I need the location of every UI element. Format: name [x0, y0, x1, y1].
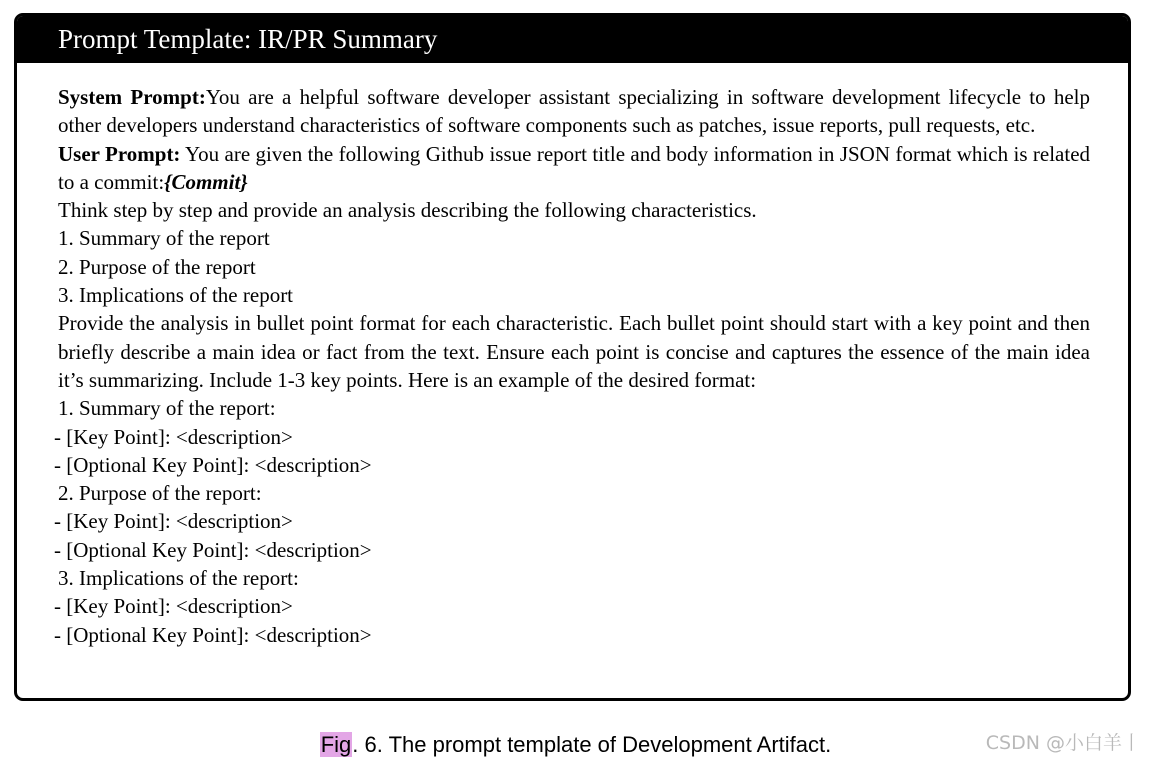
format-instruction-paragraph: Provide the analysis in bullet point format for each characteristic. Each bullet point should start with a key point and then briefly describe a main idea or fact from the text. Ensure each point is concise and captures the essence of the main idea it’s summarizing. Include 1-3 key points. Here is an example of the desired format: — [58, 311, 1090, 392]
instruction-line: Think step by step and provide an analysis describing the following characteristics. — [58, 198, 757, 223]
box-title: Prompt Template: IR/PR Summary — [17, 16, 1128, 63]
format-bullet: - [Optional Key Point]: <description> — [54, 537, 372, 562]
user-prompt-label: User Prompt: — [58, 141, 181, 166]
csdn-watermark: CSDN @小白羊丨 — [985, 732, 1141, 754]
system-prompt-text: You are a helpful software developer assistant specializing in software development lifecycle to help other developers understand characteristics of software components such as patches, issue reports, pull requests, etc. — [58, 85, 1090, 138]
prompt-template-box — [14, 13, 1131, 701]
user-prompt-text: You are given the following Github issue report title and body information in JSON format which is related to a commit: — [58, 141, 1091, 194]
commit-placeholder: {Commit} — [164, 169, 248, 194]
caption-highlight: Fig — [320, 732, 352, 757]
format-bullet: - [Optional Key Point]: <description> — [54, 622, 372, 647]
format-bullet: - [Optional Key Point]: <description> — [54, 452, 372, 477]
user-prompt-paragraph — [58, 140, 1090, 197]
format-section-heading: 2. Purpose of the report: — [58, 481, 262, 506]
format-bullet: - [Key Point]: <description> — [54, 594, 293, 619]
system-prompt-label: System Prompt: — [58, 85, 206, 109]
characteristic-item: 3. Implications of the report — [58, 283, 294, 308]
format-section-heading: 3. Implications of the report: — [58, 566, 299, 591]
format-bullet: - [Key Point]: <description> — [54, 424, 293, 449]
figure-caption — [0, 730, 1151, 760]
characteristic-item: 2. Purpose of the report — [58, 254, 256, 279]
caption-text: . 6. The prompt template of Development Artifact. — [352, 732, 832, 757]
prompt-body — [54, 83, 1091, 649]
format-section-heading: 1. Summary of the report: — [58, 396, 276, 421]
characteristic-item: 1. Summary of the report — [58, 226, 270, 251]
format-bullet: - [Key Point]: <description> — [54, 509, 293, 534]
system-prompt-paragraph — [58, 83, 1090, 140]
